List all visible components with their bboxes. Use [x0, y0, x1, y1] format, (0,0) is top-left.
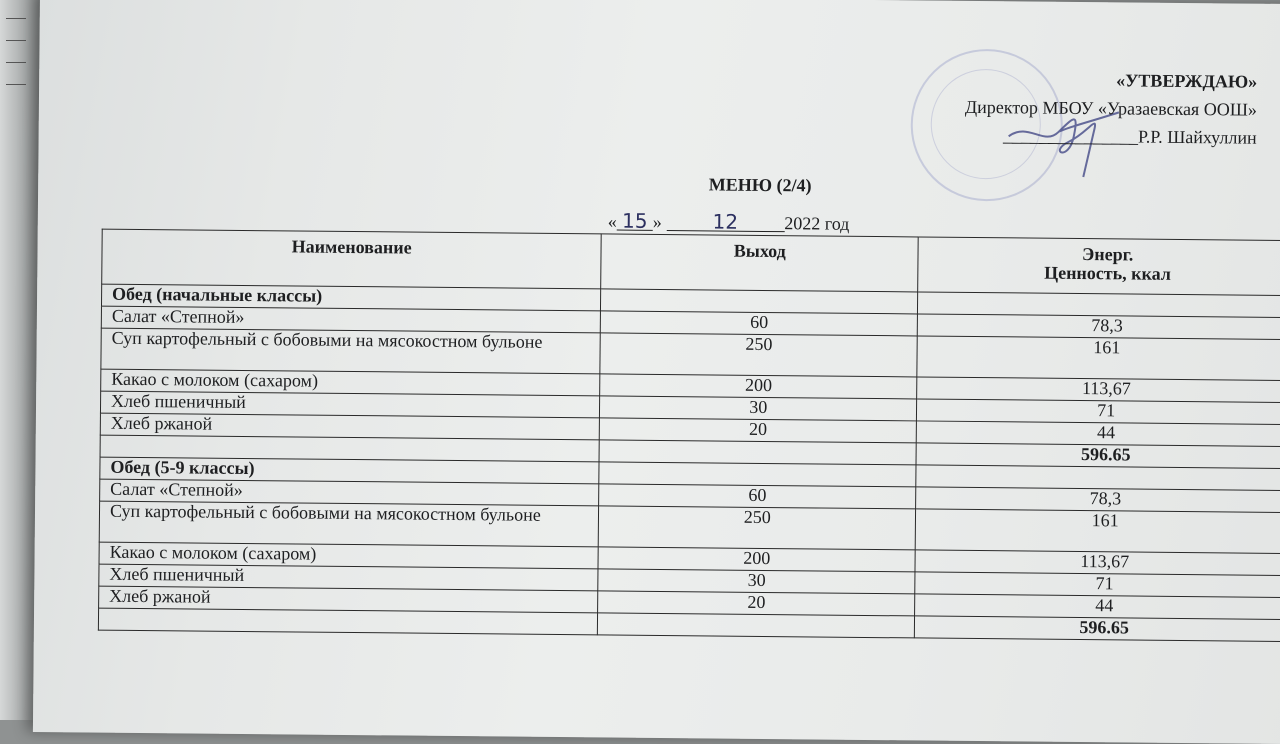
dish-energy: 78,3 — [918, 314, 1280, 340]
dish-name: Салат «Степной» — [101, 306, 600, 333]
dish-output: 60 — [600, 311, 917, 336]
dish-name: Хлеб ржаной — [99, 586, 598, 613]
menu-document — [33, 0, 1280, 744]
empty-cell — [599, 462, 916, 487]
header-name: Наименование — [102, 229, 602, 289]
dish-name: Какао с молоком (сахаром) — [101, 369, 600, 396]
dish-output: 60 — [599, 484, 916, 509]
date-year: 2022 год — [784, 213, 850, 234]
dish-energy: 71 — [917, 399, 1280, 425]
header-energy — [918, 237, 1280, 296]
empty-cell — [597, 613, 914, 638]
dish-output: 250 — [600, 333, 918, 377]
dish-energy: 44 — [915, 594, 1280, 620]
dish-energy: 78,3 — [916, 487, 1280, 513]
dish-energy: 44 — [917, 421, 1280, 447]
date-line — [607, 208, 850, 234]
dish-name: Хлеб ржаной — [100, 413, 599, 440]
header-energy-line2: Ценность, ккал — [1044, 262, 1172, 284]
total-energy: 596.65 — [916, 443, 1280, 469]
dish-name: Хлеб пшеничный — [100, 391, 599, 418]
approval-block — [965, 65, 1258, 152]
dish-energy: 71 — [915, 572, 1280, 598]
date-month: 12 — [666, 212, 784, 232]
menu-table — [98, 229, 1280, 642]
dish-energy: 113,67 — [917, 377, 1280, 403]
approval-heading: «УТВЕРЖДАЮ» — [1116, 70, 1258, 92]
dish-output: 200 — [598, 547, 915, 572]
dish-name: Хлеб пшеничный — [99, 564, 598, 591]
date-day: 15 — [617, 212, 653, 231]
dish-output: 30 — [600, 396, 917, 421]
empty-cell — [599, 440, 916, 465]
approval-signature-line: _______________Р.Р. Шайхуллин — [1003, 125, 1257, 148]
approval-director: Директор МБОУ «Уразаевская ООШ» — [964, 96, 1258, 120]
date-close-quote: » — [652, 211, 662, 232]
dish-output: 250 — [598, 506, 916, 550]
empty-cell — [601, 289, 918, 314]
dish-energy: 161 — [917, 336, 1280, 381]
dish-output: 20 — [599, 418, 916, 443]
dish-output: 30 — [598, 569, 915, 594]
dish-name: Суп картофельный с бобовыми на мясокостном бульоне — [101, 328, 601, 374]
header-energy-line1: Энерг. — [1082, 244, 1134, 265]
empty-cell — [98, 608, 597, 635]
header-output: Выход — [601, 234, 919, 292]
dish-name: Салат «Степной» — [100, 479, 599, 506]
dish-name: Суп картофельный с бобовыми на мясокостном бульоне — [99, 501, 599, 547]
dish-output: 200 — [600, 374, 917, 399]
total-energy: 596.65 — [915, 616, 1280, 642]
page-title: МЕНЮ (2/4) — [708, 174, 812, 196]
section-title: Обед (начальные классы) — [101, 284, 600, 311]
section-title: Обед (5-9 классы) — [100, 457, 599, 484]
dish-energy: 161 — [916, 509, 1280, 554]
dish-energy: 113,67 — [915, 550, 1280, 576]
dish-output: 20 — [598, 591, 915, 616]
date-open-quote: « — [607, 211, 617, 232]
dish-name: Какао с молоком (сахаром) — [99, 542, 598, 569]
